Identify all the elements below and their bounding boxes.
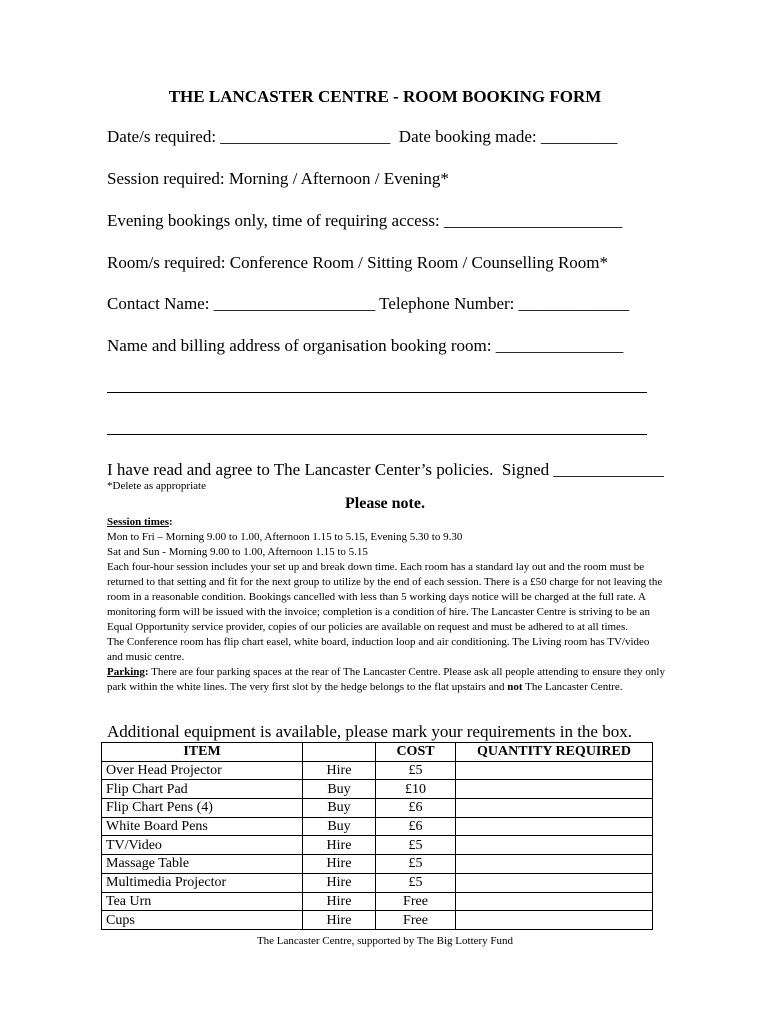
equipment-item-cell: Flip Chart Pad <box>102 780 303 799</box>
header-cost: COST <box>376 743 456 762</box>
header-quantity: QUANTITY REQUIRED <box>456 743 653 762</box>
notes-section <box>107 515 667 695</box>
quantity-input-cell[interactable] <box>456 911 653 930</box>
equipment-table <box>101 742 653 930</box>
delete-as-appropriate-note: *Delete as appropriate <box>107 480 206 492</box>
equipment-item-cell: Cups <box>102 911 303 930</box>
equipment-type-cell: Hire <box>303 892 376 911</box>
equipment-item-cell: Massage Table <box>102 855 303 874</box>
equipment-cost-cell: £10 <box>376 780 456 799</box>
room-facilities-text: The Conference room has flip chart easel, white board, induction loop and air conditioning. The Living room has TV/video and music centre. <box>107 636 650 663</box>
header-type <box>303 743 376 762</box>
equipment-item-cell: TV/Video <box>102 836 303 855</box>
equipment-header-row <box>102 743 653 762</box>
quantity-input-cell[interactable] <box>456 817 653 836</box>
equipment-type-cell: Buy <box>303 817 376 836</box>
equipment-type-cell: Hire <box>303 911 376 930</box>
equipment-cost-cell: £6 <box>376 799 456 818</box>
table-row <box>102 799 653 818</box>
table-row <box>102 892 653 911</box>
equipment-type-cell: Hire <box>303 836 376 855</box>
table-row <box>102 911 653 930</box>
equipment-item-cell: Multimedia Projector <box>102 873 303 892</box>
equipment-item-cell: Tea Urn <box>102 892 303 911</box>
parking-text: Parking: There are four parking spaces at the rear of The Lancaster Centre. Please ask all people attending to ensure they only park within the white lines. The very first slot by the hedge belongs to the flat upstairs and not The Lancaster Centre. <box>107 666 665 693</box>
billing-address-field[interactable]: Name and billing address of organisation booking room: _______________ <box>107 336 624 355</box>
equipment-cost-cell: £5 <box>376 873 456 892</box>
equipment-cost-cell: Free <box>376 892 456 911</box>
weekend-times: Sat and Sun - Morning 9.00 to 1.00, Afternoon 1.15 to 5.15 <box>107 546 368 558</box>
table-row <box>102 780 653 799</box>
equipment-item-cell: White Board Pens <box>102 817 303 836</box>
rooms-required-field[interactable]: Room/s required: Conference Room / Sitting Room / Counselling Room* <box>107 253 609 272</box>
booking-policy-text: Each four-hour session includes your set up and break down time. Each room has a standard lay out and the room must be returned to that setting and fit for the next group to utilize by the end of each session. There is a £50 charge for not leaving the room in a reasonable condition. Bookings cancelled with less than 5 working days notice will be charged at the full rate. A monitoring form will be issued with the invoice; completion is a condition of hire. The Lancaster Centre is striving to be an Equal Opportunity service provider, copies of our policies are available on request and must be adhered to at all times. <box>107 561 663 633</box>
table-row <box>102 855 653 874</box>
please-note-heading: Please note. <box>345 495 425 512</box>
quantity-input-cell[interactable] <box>456 780 653 799</box>
equipment-cost-cell: £5 <box>376 855 456 874</box>
quantity-input-cell[interactable] <box>456 892 653 911</box>
table-row <box>102 873 653 892</box>
equipment-type-cell: Hire <box>303 855 376 874</box>
billing-address-line-2[interactable] <box>107 392 647 393</box>
equipment-type-cell: Hire <box>303 873 376 892</box>
form-title: THE LANCASTER CENTRE - ROOM BOOKING FORM <box>168 87 602 106</box>
equipment-item-cell: Over Head Projector <box>102 761 303 780</box>
quantity-input-cell[interactable] <box>456 873 653 892</box>
equipment-type-cell: Hire <box>303 761 376 780</box>
footer-credit: The Lancaster Centre, supported by The Big Lottery Fund <box>256 935 514 947</box>
equipment-item-cell: Flip Chart Pens (4) <box>102 799 303 818</box>
quantity-input-cell[interactable] <box>456 761 653 780</box>
dates-required-field[interactable]: Date/s required: ____________________ Date booking made: _________ <box>107 127 618 146</box>
agreement-signature-field[interactable]: I have read and agree to The Lancaster Center’s policies. Signed _____________ <box>107 460 664 479</box>
session-times-heading: Session times: <box>107 516 173 528</box>
quantity-input-cell[interactable] <box>456 799 653 818</box>
table-row <box>102 761 653 780</box>
evening-access-field[interactable]: Evening bookings only, time of requiring access: _____________________ <box>107 211 623 230</box>
session-required-field[interactable]: Session required: Morning / Afternoon / Evening* <box>107 169 449 188</box>
table-row <box>102 836 653 855</box>
equipment-cost-cell: Free <box>376 911 456 930</box>
equipment-cost-cell: £6 <box>376 817 456 836</box>
billing-address-line-3[interactable] <box>107 434 647 435</box>
quantity-input-cell[interactable] <box>456 855 653 874</box>
contact-field[interactable]: Contact Name: ___________________ Telephone Number: _____________ <box>107 294 630 313</box>
header-item: ITEM <box>102 743 303 762</box>
equipment-cost-cell: £5 <box>376 836 456 855</box>
equipment-type-cell: Buy <box>303 799 376 818</box>
weekday-times: Mon to Fri – Morning 9.00 to 1.00, Afternoon 1.15 to 5.15, Evening 5.30 to 9.30 <box>107 531 463 543</box>
equipment-cost-cell: £5 <box>376 761 456 780</box>
equipment-intro: Additional equipment is available, please mark your requirements in the box. <box>107 722 632 741</box>
table-row <box>102 817 653 836</box>
quantity-input-cell[interactable] <box>456 836 653 855</box>
equipment-type-cell: Buy <box>303 780 376 799</box>
